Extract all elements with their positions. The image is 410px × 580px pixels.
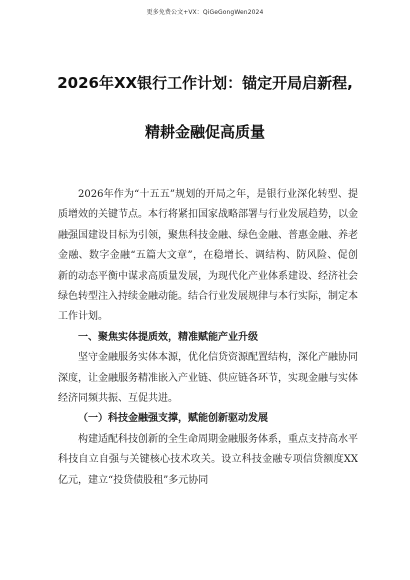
- document-title-line-1: 2026年XX银行工作计划：锚定开局启新程,: [57, 74, 353, 92]
- header-note: 更多免费公文+VX：QiGeGongWen2024: [146, 9, 264, 16]
- section-paragraph-1: 坚守金融服务实体本源，优化信贷资源配置结构，深化产融协同深度，让金融服务精准嵌入产业链、供应链各环节，实现金融与实体经济同频共振、互促共进。: [58, 352, 358, 405]
- section-heading-1: 一、聚焦实体提质效，精准赋能产业升级: [78, 331, 258, 343]
- subsection-paragraph-1: 构建适配科技创新的全生命周期金融服务体系，重点支持高水平科技自立自强与关键核心技术攻关。设立科技金融专项信贷额度XX亿元，建立“投贷债股租”多元协同: [58, 433, 358, 486]
- document-body: [58, 185, 358, 491]
- intro-paragraph: 2026年作为“十五五”规划的开局之年，是银行业深化转型、提质增效的关键节点。本行将紧扣国家战略部署与行业发展趋势，以金融强国建设目标为引领，聚焦科技金融、绿色金融、普惠金融、养老金融、数字金融“五篇大文章”，在稳增长、调结构、防风险、促创新的动态平衡中谋求高质量发展，为现代化产业体系建设、经济社会绿色转型注入持续金融动能。结合行业发展规律与本行实际，制定本工作计划。: [58, 189, 358, 323]
- subsection-heading-1: （一）科技金融强支撑，赋能创新驱动发展: [78, 413, 268, 425]
- document-title-line-2: 精耕金融促高质量: [144, 123, 265, 141]
